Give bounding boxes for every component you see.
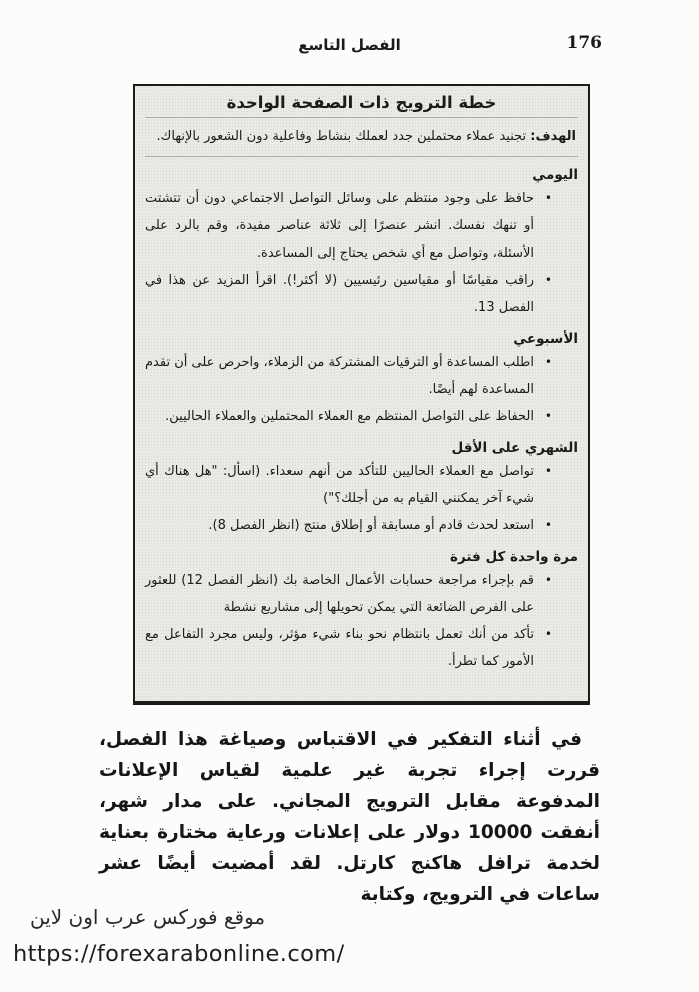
- bullet-item: [145, 403, 552, 430]
- chapter-title: الفصل التاسع: [298, 36, 401, 54]
- bullet-text: استعد لحدث قادم أو مسابقة أو إطلاق منتج (انظر الفصل 8).: [208, 517, 534, 533]
- section-heading: مرة واحدة كل فترة: [450, 548, 578, 565]
- bullet-icon: •: [544, 354, 552, 369]
- goal-text: تجنيد عملاء محتملين جدد لعملك بنشاط وفاعلية دون الشعور بالإنهاك.: [156, 129, 527, 144]
- bullet-icon: •: [544, 626, 552, 641]
- bullet-text: تواصل مع العملاء الحاليين للتأكد من أنهم سعداء. (اسأل: "هل هناك أي شيء آخر يمكنني القيام به من أجلك؟"): [145, 463, 534, 506]
- section-heading: الأسبوعي: [513, 330, 578, 347]
- bullet-text: الحفاظ على التواصل المنتظم مع العملاء المحتملين والعملاء الحاليين.: [165, 408, 534, 424]
- bullet-icon: •: [544, 191, 552, 206]
- bullet-text: قم بإجراء مراجعة حسابات الأعمال الخاصة بك (انظر الفصل 12) للعثور على الفرص الضائعة التي يمكن تحويلها إلى مشاريع نشطة: [145, 572, 534, 615]
- bullet-item: [145, 512, 552, 539]
- bullet-list: [145, 185, 578, 320]
- bullet-text: حافظ على وجود منتظم على وسائل التواصل الاجتماعي دون أن تتشتت أو تنهك نفسك. انشر عنصرًا إلى ثلاثة عناصر مفيدة، وقم بالرد على الأسئلة، وتواصل مع أي شخص يحتاج إلى المساعدة.: [145, 191, 534, 261]
- bullet-item: [145, 185, 552, 266]
- section-heading: اليومي: [532, 167, 578, 184]
- goal-label: الهدف:: [530, 129, 576, 144]
- bullet-list: [145, 567, 578, 675]
- plan-goal: [145, 118, 578, 157]
- bullet-item: [145, 267, 552, 321]
- bullet-icon: •: [544, 272, 552, 287]
- bullet-item: [145, 458, 552, 512]
- promotion-plan-box: [133, 84, 590, 705]
- body-paragraph: في أثناء التفكير في الاقتباس وصياغة هذا الفصل، قررت إجراء تجربة غير علمية لقياس الإعلانات المدفوعة مقابل الترويج المجاني. على مدار شهر، أنفقت 10000 دولار على إعلانات ورعاية مختارة بعناية لخدمة ترافل هاكنج كارتل. لقد أمضيت أيضًا عشر ساعات في الترويج، وكتابة: [99, 729, 600, 906]
- plan-section-monthly: [145, 440, 578, 539]
- bullet-icon: •: [544, 408, 552, 423]
- page-number: 176: [566, 33, 602, 53]
- bullet-list: [145, 349, 578, 430]
- plan-section-weekly: [145, 331, 578, 430]
- section-heading: الشهري على الأقل: [451, 439, 578, 456]
- bullet-icon: •: [544, 572, 552, 587]
- watermark-site-name: موقع فوركس عرب اون لاين: [30, 905, 266, 929]
- bullet-text: تأكد من أنك تعمل بانتظام نحو بناء شيء مؤثر، وليس مجرد التفاعل مع الأمور كما تطرأ.: [145, 626, 534, 669]
- bullet-text: راقب مقياسًا أو مقياسين رئيسيين (لا أكثر!). اقرأ المزيد عن هذا في الفصل 13.: [145, 272, 534, 315]
- plan-section-occasional: [145, 549, 578, 675]
- bullet-item: [145, 567, 552, 621]
- bullet-item: [145, 349, 552, 403]
- bullet-icon: •: [544, 517, 552, 532]
- bullet-item: [145, 621, 552, 675]
- watermark-url: https://forexarabonline.com/: [13, 941, 345, 967]
- plan-box-title: خطة الترويج ذات الصفحة الواحدة: [145, 86, 578, 118]
- bullet-icon: •: [544, 463, 552, 478]
- plan-section-daily: [145, 167, 578, 320]
- bullet-text: اطلب المساعدة أو الترقيات المشتركة من الزملاء، واحرص على أن تقدم المساعدة لهم أيضًا.: [145, 354, 534, 397]
- bullet-list: [145, 458, 578, 539]
